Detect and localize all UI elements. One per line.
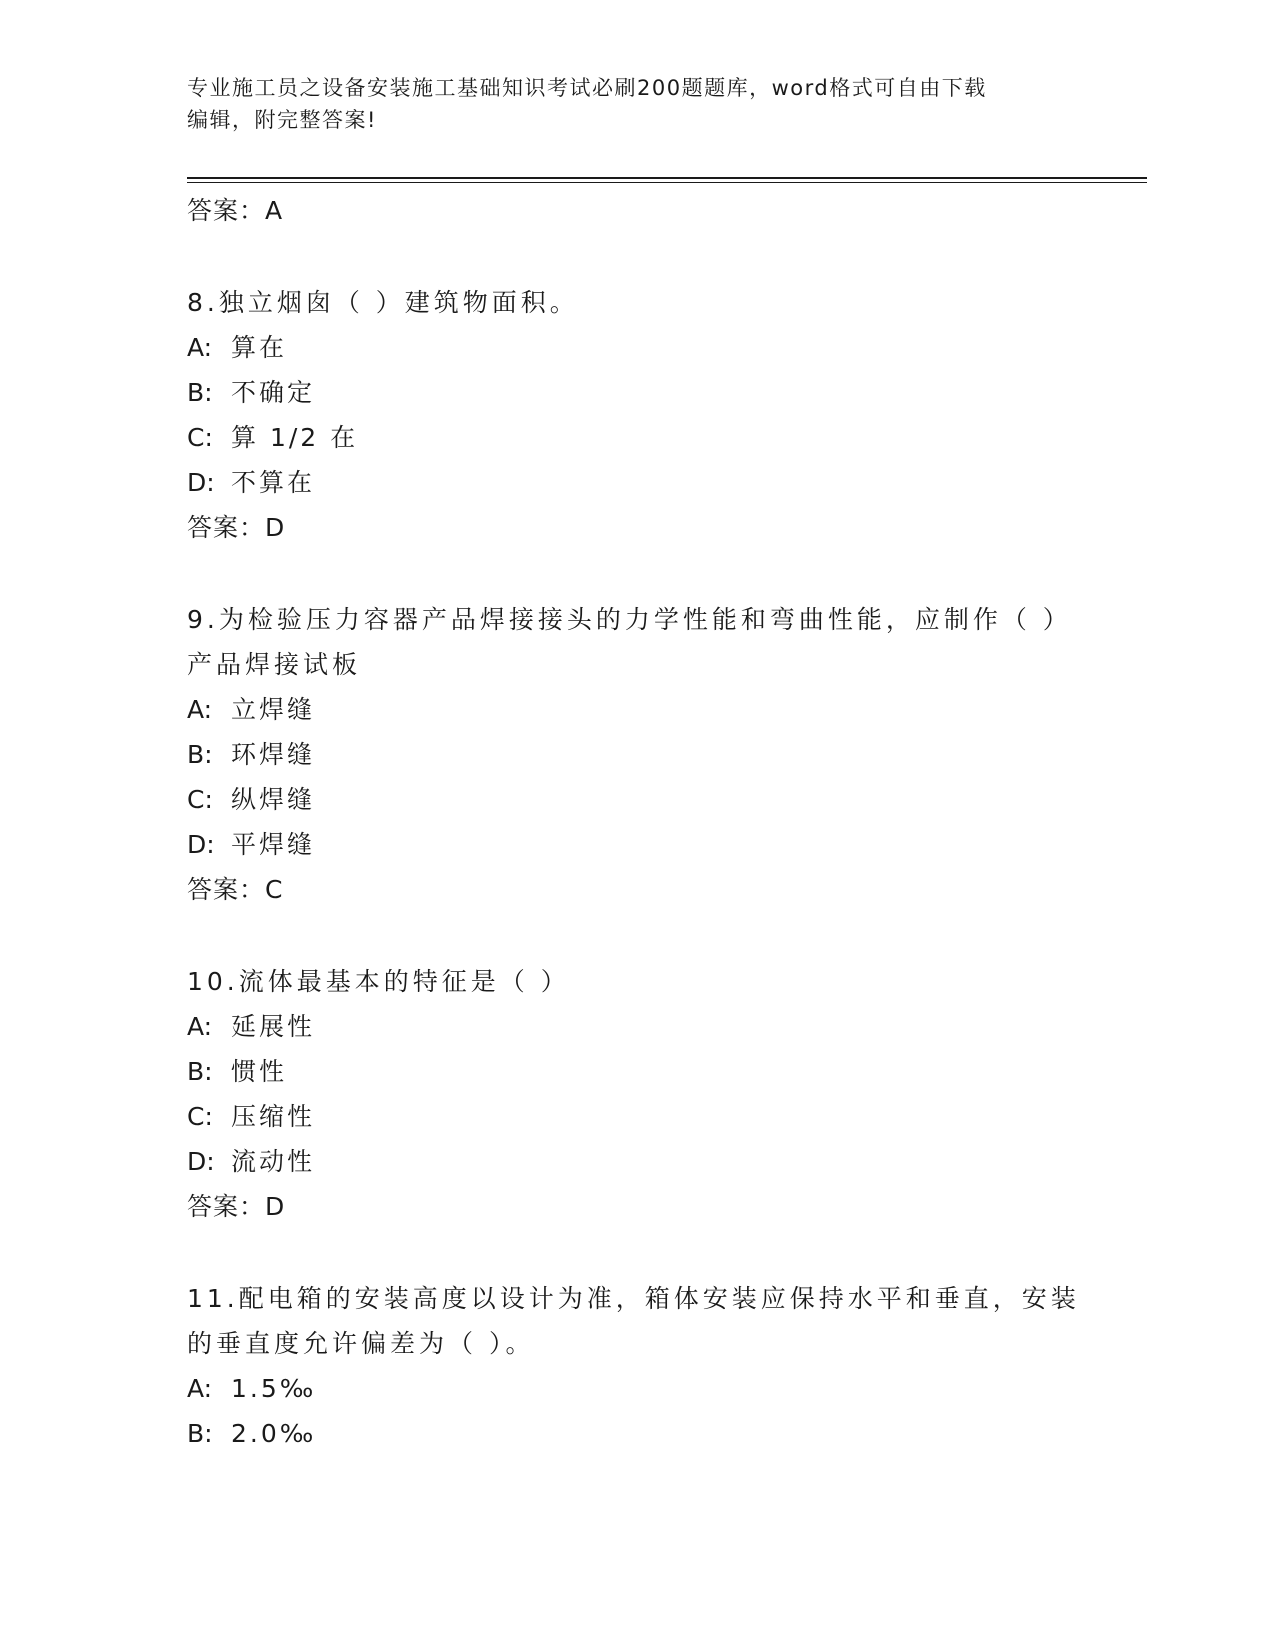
question-block <box>187 959 1087 1229</box>
spacer <box>187 233 1087 280</box>
option-text: 不算在 <box>231 468 316 497</box>
option-d <box>187 460 1087 505</box>
option-b <box>187 732 1087 777</box>
option-label: A: <box>187 1012 213 1041</box>
option-d <box>187 1139 1087 1184</box>
option-text: 平焊缝 <box>231 830 316 859</box>
option-label: B: <box>187 1057 213 1086</box>
question-block <box>187 1276 1087 1456</box>
option-label: D: <box>187 1147 215 1176</box>
option-text: 环焊缝 <box>231 740 316 769</box>
option-b <box>187 1049 1087 1094</box>
option-text: 延展性 <box>231 1012 316 1041</box>
option-label: A: <box>187 333 213 362</box>
question-text: 8.独立烟囱（ ）建筑物面积。 <box>187 288 579 317</box>
header-divider-thin <box>187 182 1147 183</box>
option-a <box>187 687 1087 732</box>
option-label: D: <box>187 468 215 497</box>
option-a <box>187 1004 1087 1049</box>
option-text: 流动性 <box>231 1147 316 1176</box>
question-text: 9.为检验压力容器产品焊接接头的力学性能和弯曲性能，应制作（ ） <box>187 605 1072 634</box>
option-c <box>187 777 1087 822</box>
option-label: C: <box>187 423 213 452</box>
option-b <box>187 370 1087 415</box>
question-block <box>187 597 1087 912</box>
header-title-line-1: 专业施工员之设备安装施工基础知识考试必刷200题题库，word格式可自由下载 <box>187 76 987 100</box>
answer-text: 答案：D <box>187 1192 286 1221</box>
option-label: A: <box>187 1374 213 1403</box>
option-text: 1.5‰ <box>231 1374 317 1403</box>
option-text: 惯性 <box>231 1057 288 1086</box>
option-d <box>187 822 1087 867</box>
question-list <box>187 188 1087 1456</box>
option-label: D: <box>187 830 215 859</box>
question-text-continued: 的垂直度允许偏差为（ ）。 <box>187 1329 535 1358</box>
document-header <box>187 72 1087 136</box>
question-text: 10.流体最基本的特征是（ ） <box>187 967 570 996</box>
option-text: 纵焊缝 <box>231 785 316 814</box>
option-label: A: <box>187 695 213 724</box>
header-title-line-2: 编辑，附完整答案! <box>187 108 377 132</box>
answer-text: 答案：A <box>187 196 284 225</box>
answer-text: 答案：D <box>187 513 286 542</box>
option-c <box>187 415 1087 460</box>
option-a <box>187 1366 1087 1411</box>
option-c <box>187 1094 1087 1139</box>
option-text: 算 1/2 在 <box>231 423 359 452</box>
question-block <box>187 280 1087 550</box>
option-label: C: <box>187 1102 213 1131</box>
question-text-continued: 产品焊接试板 <box>187 650 362 679</box>
option-label: C: <box>187 785 213 814</box>
spacer <box>187 550 1087 597</box>
header-divider-thick <box>187 177 1147 179</box>
option-a <box>187 325 1087 370</box>
option-text: 不确定 <box>231 378 316 407</box>
option-text: 算在 <box>231 333 288 362</box>
option-text: 压缩性 <box>231 1102 316 1131</box>
answer-text: 答案：C <box>187 875 284 904</box>
spacer <box>187 912 1087 959</box>
option-label: B: <box>187 1419 213 1448</box>
option-text: 2.0‰ <box>231 1419 317 1448</box>
option-text: 立焊缝 <box>231 695 316 724</box>
option-label: B: <box>187 378 213 407</box>
question-text: 11.配电箱的安装高度以设计为准，箱体安装应保持水平和垂直，安装 <box>187 1284 1080 1313</box>
spacer <box>187 1229 1087 1276</box>
option-label: B: <box>187 740 213 769</box>
option-b <box>187 1411 1087 1456</box>
